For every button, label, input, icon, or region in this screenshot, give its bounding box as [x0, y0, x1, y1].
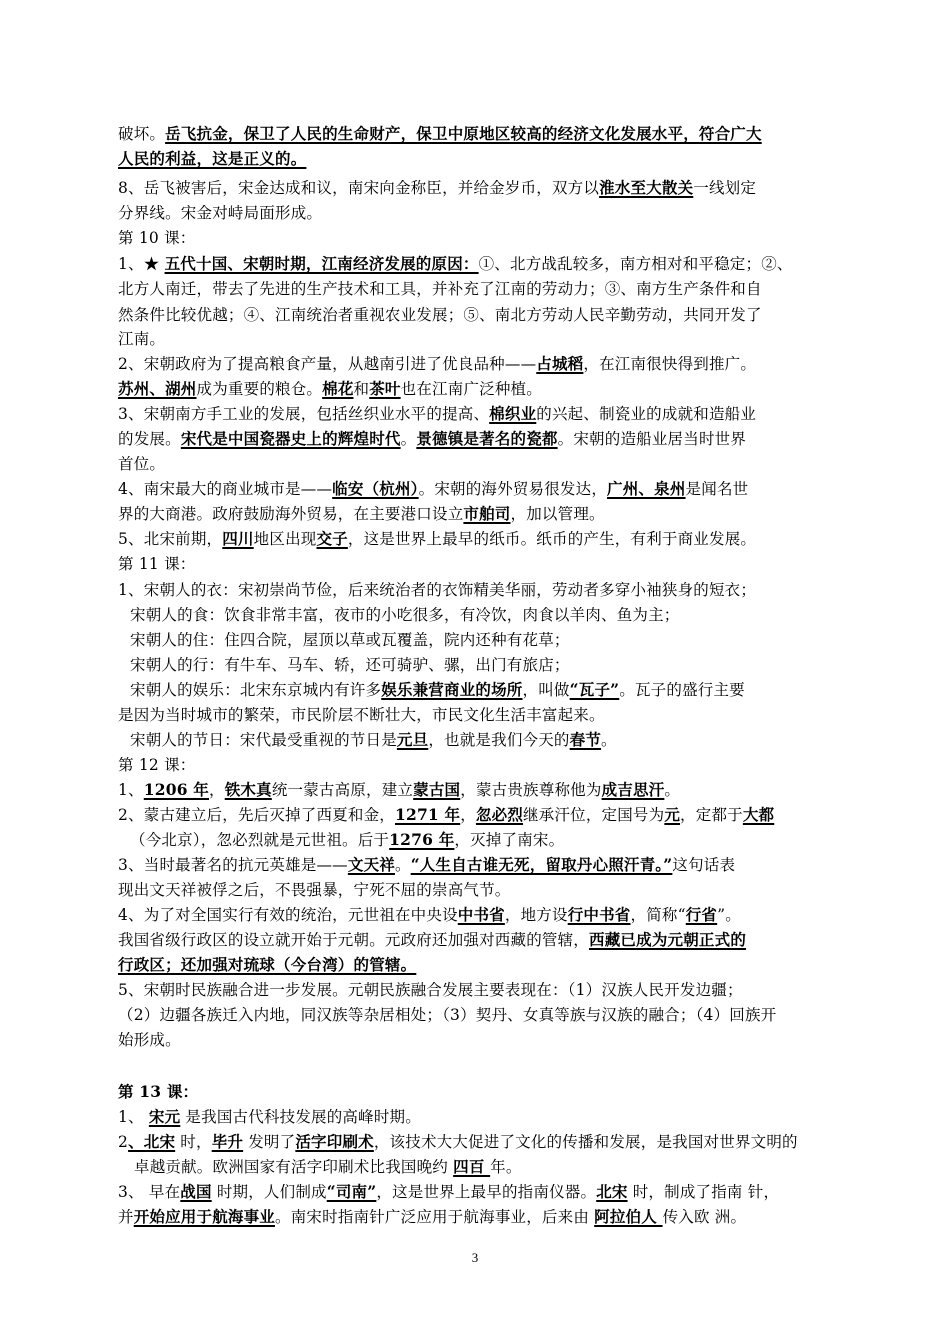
- text-run: 继承汗位，定国号为: [523, 806, 665, 824]
- page-number: 3: [471, 1250, 479, 1265]
- emphasized-text: 占城稻: [536, 354, 584, 373]
- emphasized-text: 娱乐兼营商业的场所: [381, 680, 523, 699]
- text-run: ，这是世界上最早的纸币。纸币的产生，有利于商业发展。: [347, 530, 757, 548]
- text-run: ，简称“: [630, 906, 686, 924]
- emphasized-text: 四川: [222, 529, 254, 548]
- emphasized-text: 大都: [742, 805, 775, 824]
- text-run: 是闻名世: [685, 480, 749, 498]
- text-run: ，定都于: [680, 806, 743, 824]
- emphasized-text: 文天祥: [347, 855, 395, 874]
- emphasized-text: 宋代是中国瓷器史上的辉煌时代: [180, 429, 401, 448]
- text-run: 的兴起、制瓷业的成就和造船业: [536, 405, 757, 423]
- emphasized-text: 1206 年: [143, 780, 210, 799]
- text-run: 北方人南迁，带去了先进的生产技术和工具，并补充了江南的劳动力；③、南方生产条件和自: [118, 280, 762, 298]
- text-line: [118, 1205, 848, 1229]
- emphasized-text: 元旦: [396, 730, 429, 749]
- emphasized-text: 成吉思汗: [601, 780, 665, 799]
- text-line: [118, 753, 848, 777]
- text-run: ，在江南很快得到推广。: [583, 355, 757, 373]
- text-run: 分界线。宋金对峙局面形成。: [118, 204, 323, 222]
- text-run: ①、北方战乱较多，南方相对和平稳定；②、: [478, 255, 793, 273]
- emphasized-text: 铁木真: [224, 780, 272, 799]
- text-line: [118, 1028, 848, 1052]
- text-line: [118, 978, 848, 1002]
- text-line: [134, 1155, 864, 1179]
- text-run: 8、岳飞被害后，宋金达成和议，南宋向金称臣，并给金岁币，双方以: [118, 179, 600, 197]
- text-line: [118, 201, 848, 225]
- emphasized-text: 毕升: [211, 1132, 244, 1151]
- emphasized-text: 行中书省: [567, 905, 631, 924]
- emphasized-text: 活字印刷术: [295, 1132, 374, 1151]
- text-line: [118, 502, 848, 526]
- text-run: ，该技术大大促进了文化的传播和发展，是我国对世界文明的: [373, 1133, 798, 1151]
- text-line: [118, 477, 848, 501]
- emphasized-text: 中书省: [457, 905, 505, 924]
- emphasized-text: 春节: [569, 730, 602, 749]
- text-run: （今北京），忽必烈就是元世祖。后于: [130, 831, 390, 849]
- emphasized-text: 五代十国、宋朝时期，江南经济发展的原因：: [164, 254, 479, 273]
- text-line: [118, 552, 848, 576]
- text-run: ，蒙古贵族尊称他为: [460, 781, 602, 799]
- text-line: [130, 603, 860, 627]
- text-run: ，: [209, 781, 225, 799]
- text-line: [118, 1080, 848, 1104]
- text-line: [118, 1003, 848, 1027]
- text-line: [118, 1105, 848, 1129]
- emphasized-text: “司南”: [326, 1182, 377, 1201]
- text-run: 宋朝人的娱乐：北宋东京城内有许多: [130, 681, 382, 699]
- emphasized-text: 宋元: [148, 1107, 181, 1126]
- text-line: [118, 252, 848, 276]
- text-run: 是因为当时城市的繁荣，市民阶层不断壮大，市民文化生活丰富起来。: [118, 706, 605, 724]
- emphasized-text: 茶叶: [369, 379, 401, 398]
- text-run: 江南。: [118, 330, 166, 348]
- emphasized-text: 第 13 课：: [118, 1082, 199, 1101]
- text-run: 时，制成了指南 针，: [627, 1183, 780, 1201]
- emphasized-text: 临安（杭州）: [332, 479, 419, 498]
- text-line: [118, 377, 848, 401]
- text-run: 现出文天祥被俘之后，不畏强暴，宁死不屈的崇高气节。: [118, 881, 511, 899]
- text-line: [130, 828, 860, 852]
- text-run: ，这是世界上最早的指南仪器。: [376, 1183, 597, 1201]
- text-run: 3、当时最著名的抗元英雄是——: [118, 856, 348, 874]
- text-run: 年。: [490, 1158, 522, 1176]
- text-run: 时，: [175, 1133, 212, 1151]
- emphasized-text: 淮水至大散关: [599, 178, 694, 197]
- emphasized-text: 棉织业: [489, 404, 537, 423]
- text-line: [118, 527, 848, 551]
- emphasized-text: 战国: [180, 1182, 212, 1201]
- text-run: ”。: [717, 906, 741, 924]
- text-run: 这句话表: [672, 856, 736, 874]
- text-run: 卓越贡献。欧洲国家有活字印刷术比我国晚约: [134, 1158, 454, 1176]
- emphasized-text: 行政区；还加强对琉球（今台湾）的管辖。: [118, 955, 417, 974]
- text-run: 时期，人们制成: [211, 1183, 327, 1201]
- text-line: [118, 878, 848, 902]
- text-line: [118, 452, 848, 476]
- text-run: 宋朝人的食：饮食非常丰富，夜市的小吃很多，有冷饮，肉食以羊肉、鱼为主；: [130, 606, 680, 624]
- text-run: 2、蒙古建立后，先后灭掉了西夏和金，: [118, 806, 395, 824]
- emphasized-text: 苏州、湖州: [118, 379, 197, 398]
- text-run: 。宋朝的海外贸易很发达，: [418, 480, 608, 498]
- text-line: [118, 122, 848, 146]
- text-run: 一线划定: [693, 179, 757, 197]
- text-run: ，加以管理。: [510, 505, 605, 523]
- text-run: 4、南宋最大的商业城市是——: [118, 480, 333, 498]
- text-run: ，地方设: [504, 906, 568, 924]
- text-line: [118, 1180, 848, 1204]
- text-run: 始形成。: [118, 1031, 181, 1049]
- emphasized-text: 、北宋: [128, 1132, 176, 1151]
- text-run: 1、宋朝人的衣：宋初崇尚节俭，后来统治者的衣饰精美华丽，劳动者多穿小袖狭身的短衣；: [118, 581, 757, 599]
- text-run: 然条件比较优越；④、江南统治者重视农业发展；⑤、南北方劳动人民辛勤劳动，共同开发了: [118, 306, 762, 324]
- text-run: ，叫做: [522, 681, 570, 699]
- text-line: [118, 427, 848, 451]
- emphasized-text: 忽必烈: [475, 805, 524, 824]
- text-line: [118, 778, 848, 802]
- text-line: [118, 277, 848, 301]
- emphasized-text: 阿拉伯人: [594, 1207, 663, 1226]
- text-line: [118, 327, 848, 351]
- text-run: 和: [353, 380, 370, 398]
- text-line: [130, 628, 860, 652]
- emphasized-text: 开始应用于航海事业: [133, 1207, 276, 1226]
- text-run: 的发展。: [118, 430, 181, 448]
- text-run: 我国省级行政区的设立就开始于元朝。元政府还加强对西藏的管辖，: [118, 931, 590, 949]
- emphasized-text: “人生自古谁无死，留取丹心照汗青。”: [410, 855, 673, 874]
- text-line: [130, 678, 860, 702]
- text-run: 是我国古代科技发展的高峰时期。: [180, 1108, 421, 1126]
- text-line: [118, 803, 848, 827]
- text-run: 。瓦子的盛行主要: [619, 681, 745, 699]
- text-line: [118, 402, 848, 426]
- text-line: [118, 903, 848, 927]
- text-line: [118, 303, 848, 327]
- emphasized-text: 交子: [316, 529, 348, 548]
- text-run: 也在江南广泛种植。: [400, 380, 542, 398]
- text-line: [118, 1130, 848, 1154]
- text-run: 破坏。: [118, 125, 166, 143]
- emphasized-text: 市舶司: [463, 504, 511, 523]
- emphasized-text: 行省: [685, 905, 718, 924]
- text-run: 。: [394, 856, 411, 874]
- emphasized-text: 四百: [453, 1157, 491, 1176]
- emphasized-text: 人民的利益，这是正义的。: [118, 149, 307, 168]
- text-run: 宋朝人的行：有牛车、马车、轿，还可骑驴、骡，出门有旅店；: [130, 656, 570, 674]
- text-run: 1、: [118, 1108, 149, 1126]
- text-run: 宋朝人的住：住四合院，屋顶以草或瓦覆盖，院内还种有花草；: [130, 631, 570, 649]
- emphasized-text: 棉花: [322, 379, 354, 398]
- text-run: 。: [400, 430, 417, 448]
- text-run: 2、宋朝政府为了提高粮食产量，从越南引进了优良品种——: [118, 355, 537, 373]
- text-line: [130, 728, 860, 752]
- text-run: 并: [118, 1208, 134, 1226]
- text-line: [118, 176, 848, 200]
- emphasized-text: 1276 年: [389, 830, 455, 849]
- text-run: 。: [664, 781, 681, 799]
- text-run: ，: [460, 806, 476, 824]
- text-run: 4、为了对全国实行有效的统治，元世祖在中央设: [118, 906, 458, 924]
- text-run: 2: [118, 1133, 129, 1151]
- text-run: 首位。: [118, 455, 166, 473]
- emphasized-text: 景德镇是著名的瓷都: [416, 429, 558, 448]
- text-run: 成为重要的粮仓。: [196, 380, 323, 398]
- text-run: 界的大商港。政府鼓励海外贸易，在主要港口设立: [118, 505, 464, 523]
- text-run: 第 10 课：: [118, 229, 196, 247]
- emphasized-text: 元: [664, 805, 681, 824]
- text-run: 传入欧 洲。: [662, 1208, 747, 1226]
- emphasized-text: 北宋: [596, 1182, 628, 1201]
- text-line: [118, 928, 848, 952]
- text-run: ，也就是我们今天的: [428, 731, 570, 749]
- text-run: 。: [601, 731, 617, 749]
- emphasized-text: 蒙古国: [413, 780, 461, 799]
- text-run: 。宋朝的造船业居当时世界: [557, 430, 747, 448]
- emphasized-text: “瓦子”: [569, 680, 620, 699]
- text-line: [118, 352, 848, 376]
- text-run: 。南宋时指南针广泛应用于航海事业，后来由: [275, 1208, 595, 1226]
- text-run: 发明了: [243, 1133, 296, 1151]
- text-line: [118, 703, 848, 727]
- text-run: （2）边疆各族迁入内地，同汉族等杂居相处；（3）契丹、女真等族与汉族的融合；（4）回族开: [118, 1006, 777, 1024]
- text-line: [118, 226, 848, 250]
- text-run: 3、宋朝南方手工业的发展，包括丝织业水平的提高、: [118, 405, 490, 423]
- text-run: 地区出现: [253, 530, 317, 548]
- text-run: 宋朝人的节日：宋代最受重视的节日是: [130, 731, 397, 749]
- text-line: [118, 853, 848, 877]
- text-run: 5、北宋前期，: [118, 530, 223, 548]
- text-run: 统一蒙古高原，建立: [271, 781, 414, 799]
- text-run: 第 12 课：: [118, 756, 196, 774]
- text-run: 5、宋朝时民族融合进一步发展。元朝民族融合发展主要表现在：（1）汉族人民开发边疆；: [118, 981, 743, 999]
- text-run: 1、★: [118, 255, 165, 273]
- emphasized-text: 1271 年: [394, 805, 461, 824]
- text-line: [118, 953, 848, 977]
- emphasized-text: 广州、泉州: [607, 479, 686, 498]
- emphasized-text: 西藏已成为元朝正式的: [589, 930, 747, 949]
- text-line: [118, 578, 848, 602]
- text-run: 3、 早在: [118, 1183, 181, 1201]
- text-run: ，灭掉了南宋。: [454, 831, 565, 849]
- text-run: 第 11 课：: [118, 555, 196, 573]
- text-line: [130, 653, 860, 677]
- text-line: [118, 147, 848, 171]
- emphasized-text: 岳飞抗金，保卫了人民的生命财产，保卫中原地区较高的经济文化发展水平，符合广大: [165, 124, 762, 143]
- text-run: 1、: [118, 781, 144, 799]
